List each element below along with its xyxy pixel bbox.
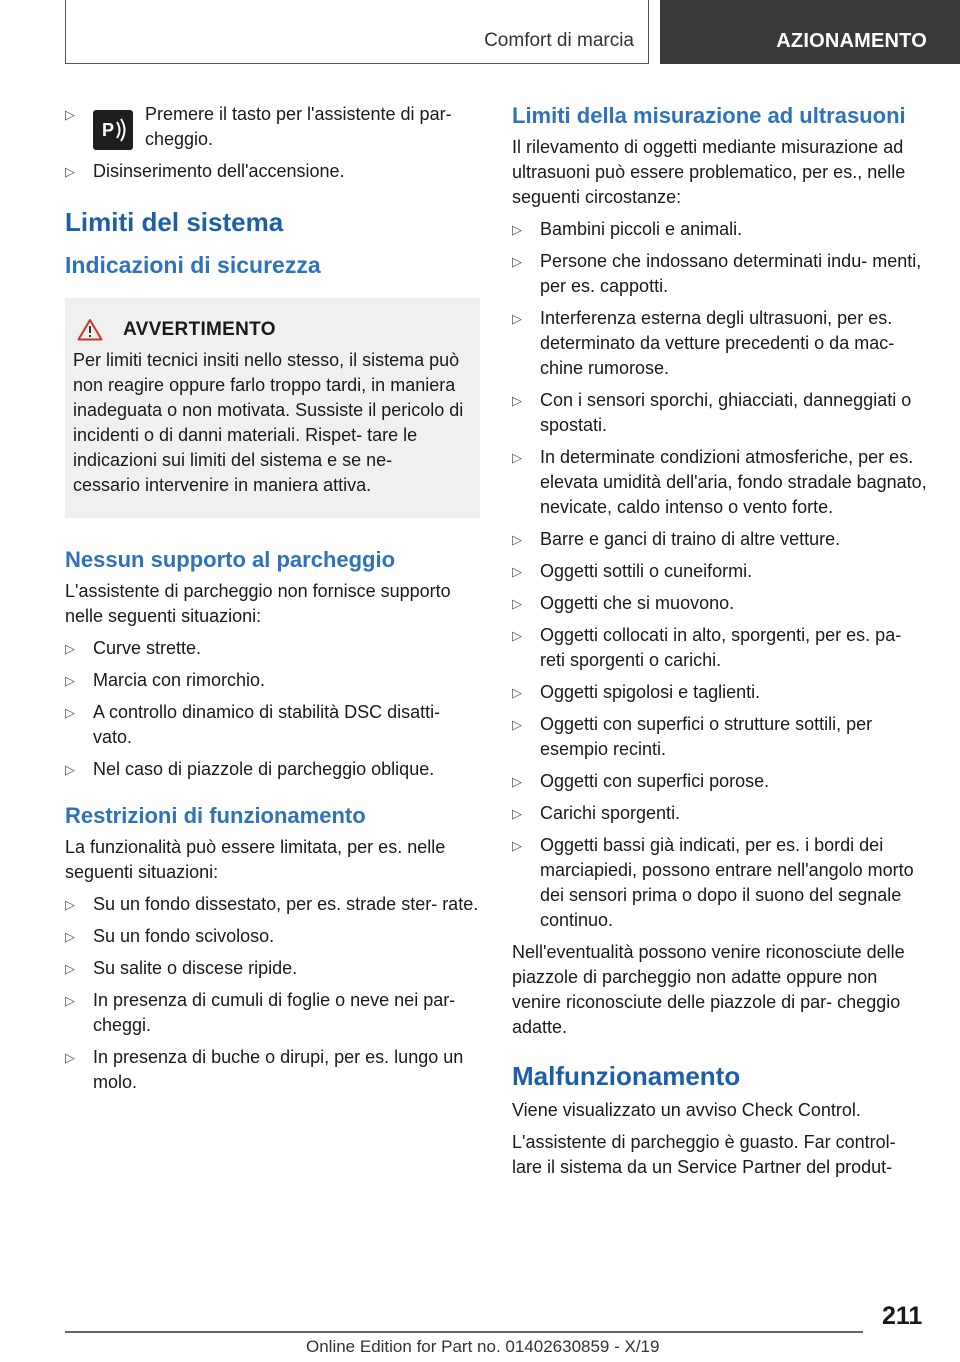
list-item (65, 988, 480, 1038)
list-item (65, 757, 480, 782)
ultrasound-intro: Il rilevamento di oggetti mediante misurazione ad ultrasuoni può essere problematico, per es., nelle seguenti circostanze: (512, 137, 906, 207)
list-item-text: In determinate condizioni atmosferiche, per es. elevata umidità dell'aria, fondo stradale bagnato, nevicate, caldo intenso o vento forte. (540, 447, 927, 517)
triangle-bullet-icon: ▷ (512, 774, 522, 789)
triangle-bullet-icon: ▷ (65, 1050, 75, 1065)
triangle-bullet-icon: ▷ (512, 806, 522, 821)
triangle-bullet-icon: ▷ (512, 628, 522, 643)
list-item-text: Oggetti sottili o cuneiformi. (540, 561, 753, 581)
list-item-text: Oggetti collocati in alto, sporgenti, per es. pa- reti sporgenti o carichi. (540, 625, 902, 670)
list-item-text: Oggetti che si muovono. (540, 593, 735, 613)
left-column (65, 102, 480, 1102)
ultrasound-outro: Nell'eventualità possono venire riconosciute delle piazzole di parcheggio non adatte oppure non venire riconosciute delle piazzole di par- cheggio adatte. (512, 942, 905, 1037)
list-item (512, 591, 930, 616)
svg-text:P: P (102, 120, 115, 140)
warning-title: AVVERTIMENTO (123, 318, 276, 340)
list-item-text: Su un fondo dissestato, per es. strade ster- rate. (93, 894, 479, 914)
triangle-bullet-icon: ▷ (512, 685, 522, 700)
triangle-bullet-icon: ▷ (65, 673, 75, 688)
triangle-bullet-icon: ▷ (65, 705, 75, 720)
footer-divider (65, 1331, 863, 1333)
list-item-text: Su un fondo scivoloso. (93, 926, 275, 946)
triangle-bullet-icon: ▷ (512, 222, 522, 237)
triangle-bullet-icon: ▷ (512, 596, 522, 611)
triangle-bullet-icon: ▷ (512, 393, 522, 408)
list-item (65, 1045, 480, 1095)
list-item (65, 636, 480, 661)
heading-malfunction: Malfunzionamento (512, 1061, 741, 1091)
header-chapter-title: AZIONAMENTO (776, 30, 927, 52)
list-item (512, 680, 930, 705)
list-item (65, 892, 480, 917)
step-text: Disinserimento dell'accensione. (93, 161, 345, 181)
list-item (512, 559, 930, 584)
list-item-text: Carichi sporgenti. (540, 803, 681, 823)
list-item (65, 924, 480, 949)
list-item-text: Curve strette. (93, 638, 202, 658)
list-item (512, 388, 930, 438)
list-item-text: Interferenza esterna degli ultrasuoni, per es. determinato da vetture precedenti o da mac- chine rumorose. (540, 308, 895, 378)
list-item (65, 159, 480, 184)
triangle-bullet-icon: ▷ (65, 164, 75, 179)
heading-no-support: Nessun supporto al parcheggio (65, 547, 396, 572)
triangle-bullet-icon: ▷ (512, 838, 522, 853)
triangle-bullet-icon: ▷ (65, 641, 75, 656)
list-item (512, 445, 930, 520)
malfunction-text-1: Viene visualizzato un avviso Check Control. (512, 1100, 861, 1120)
warning-triangle-icon (77, 318, 103, 341)
heading-safety: Indicazioni di sicurezza (65, 252, 321, 278)
page-number: 211 (882, 1302, 923, 1330)
restrictions-intro: La funzionalità può essere limitata, per es. nelle seguenti situazioni: (65, 837, 446, 882)
triangle-bullet-icon: ▷ (512, 564, 522, 579)
header-section-title: Comfort di marcia (484, 30, 634, 51)
list-item (512, 306, 930, 381)
triangle-bullet-icon: ▷ (512, 450, 522, 465)
right-column (512, 102, 930, 1187)
step-text: Premere il tasto per l'assistente di par- cheggio. (145, 104, 452, 149)
list-item-text: Oggetti con superfici porose. (540, 771, 770, 791)
list-item (512, 712, 930, 762)
list-item-text: Oggetti spigolosi e taglienti. (540, 682, 761, 702)
list-item (65, 668, 480, 693)
list-item (65, 700, 480, 750)
triangle-bullet-icon: ▷ (65, 929, 75, 944)
list-item (512, 833, 930, 933)
list-item-text: Con i sensori sporchi, ghiacciati, danneggiati o spostati. (540, 390, 912, 435)
list-item-text: In presenza di buche o dirupi, per es. lungo un molo. (93, 1047, 464, 1092)
list-item (65, 102, 480, 152)
warning-text: Per limiti tecnici insiti nello stesso, il sistema può non reagire oppure farlo troppo tardi, in maniera inadeguata o non motivata. Sussiste il pericolo di incidenti o di danni materiali. Rispet- tare le indicazioni sui limiti del sistema e se ne- cessario intervenire in maniera attiva. (73, 350, 464, 495)
list-item-text: In presenza di cumuli di foglie o neve nei par- cheggi. (93, 990, 456, 1035)
list-item-text: Persone che indossano determinati indu- menti, per es. cappotti. (540, 251, 922, 296)
park-assist-button-icon (93, 110, 133, 150)
list-item-text: Marcia con rimorchio. (93, 670, 266, 690)
malfunction-text-2: L'assistente di parcheggio è guasto. Far control- lare il sistema da un Service Partner del produt- (512, 1132, 896, 1177)
triangle-bullet-icon: ▷ (512, 532, 522, 547)
list-item-text: Barre e ganci di traino di altre vetture. (540, 529, 841, 549)
list-item (65, 956, 480, 981)
list-item (512, 801, 930, 826)
triangle-bullet-icon: ▷ (512, 311, 522, 326)
warning-box (65, 298, 480, 518)
list-item-text: Oggetti bassi già indicati, per es. i bordi dei marciapiedi, possono entrare nell'angolo morto dei sensori prima o dopo il suono del segnale continuo. (540, 835, 914, 930)
triangle-bullet-icon: ▷ (65, 961, 75, 976)
list-item (512, 623, 930, 673)
list-item-text: Su salite o discese ripide. (93, 958, 298, 978)
list-item-text: A controllo dinamico di stabilità DSC disatti- vato. (93, 702, 441, 747)
heading-system-limits: Limiti del sistema (65, 207, 284, 237)
list-item-text: Bambini piccoli e animali. (540, 219, 743, 239)
triangle-bullet-icon: ▷ (512, 717, 522, 732)
no-support-intro: L'assistente di parcheggio non fornisce supporto nelle seguenti situazioni: (65, 581, 451, 626)
footer-edition: Online Edition for Part no. 01402630859 - X/19 (306, 1337, 660, 1356)
list-item (512, 527, 930, 552)
list-item (512, 769, 930, 794)
triangle-bullet-icon: ▷ (65, 897, 75, 912)
triangle-bullet-icon: ▷ (65, 762, 75, 777)
header-section-box (65, 0, 649, 64)
heading-restrictions: Restrizioni di funzionamento (65, 803, 366, 828)
list-item (512, 217, 930, 242)
list-item-text: Oggetti con superfici o strutture sottili, per esempio recinti. (540, 714, 873, 759)
list-item (512, 249, 930, 299)
triangle-bullet-icon: ▷ (65, 993, 75, 1008)
header-chapter-box (660, 0, 960, 64)
triangle-bullet-icon: ▷ (65, 107, 75, 122)
heading-ultrasound-limits: Limiti della misurazione ad ultrasuoni (512, 103, 906, 128)
triangle-bullet-icon: ▷ (512, 254, 522, 269)
list-item-text: Nel caso di piazzole di parcheggio oblique. (93, 759, 435, 779)
